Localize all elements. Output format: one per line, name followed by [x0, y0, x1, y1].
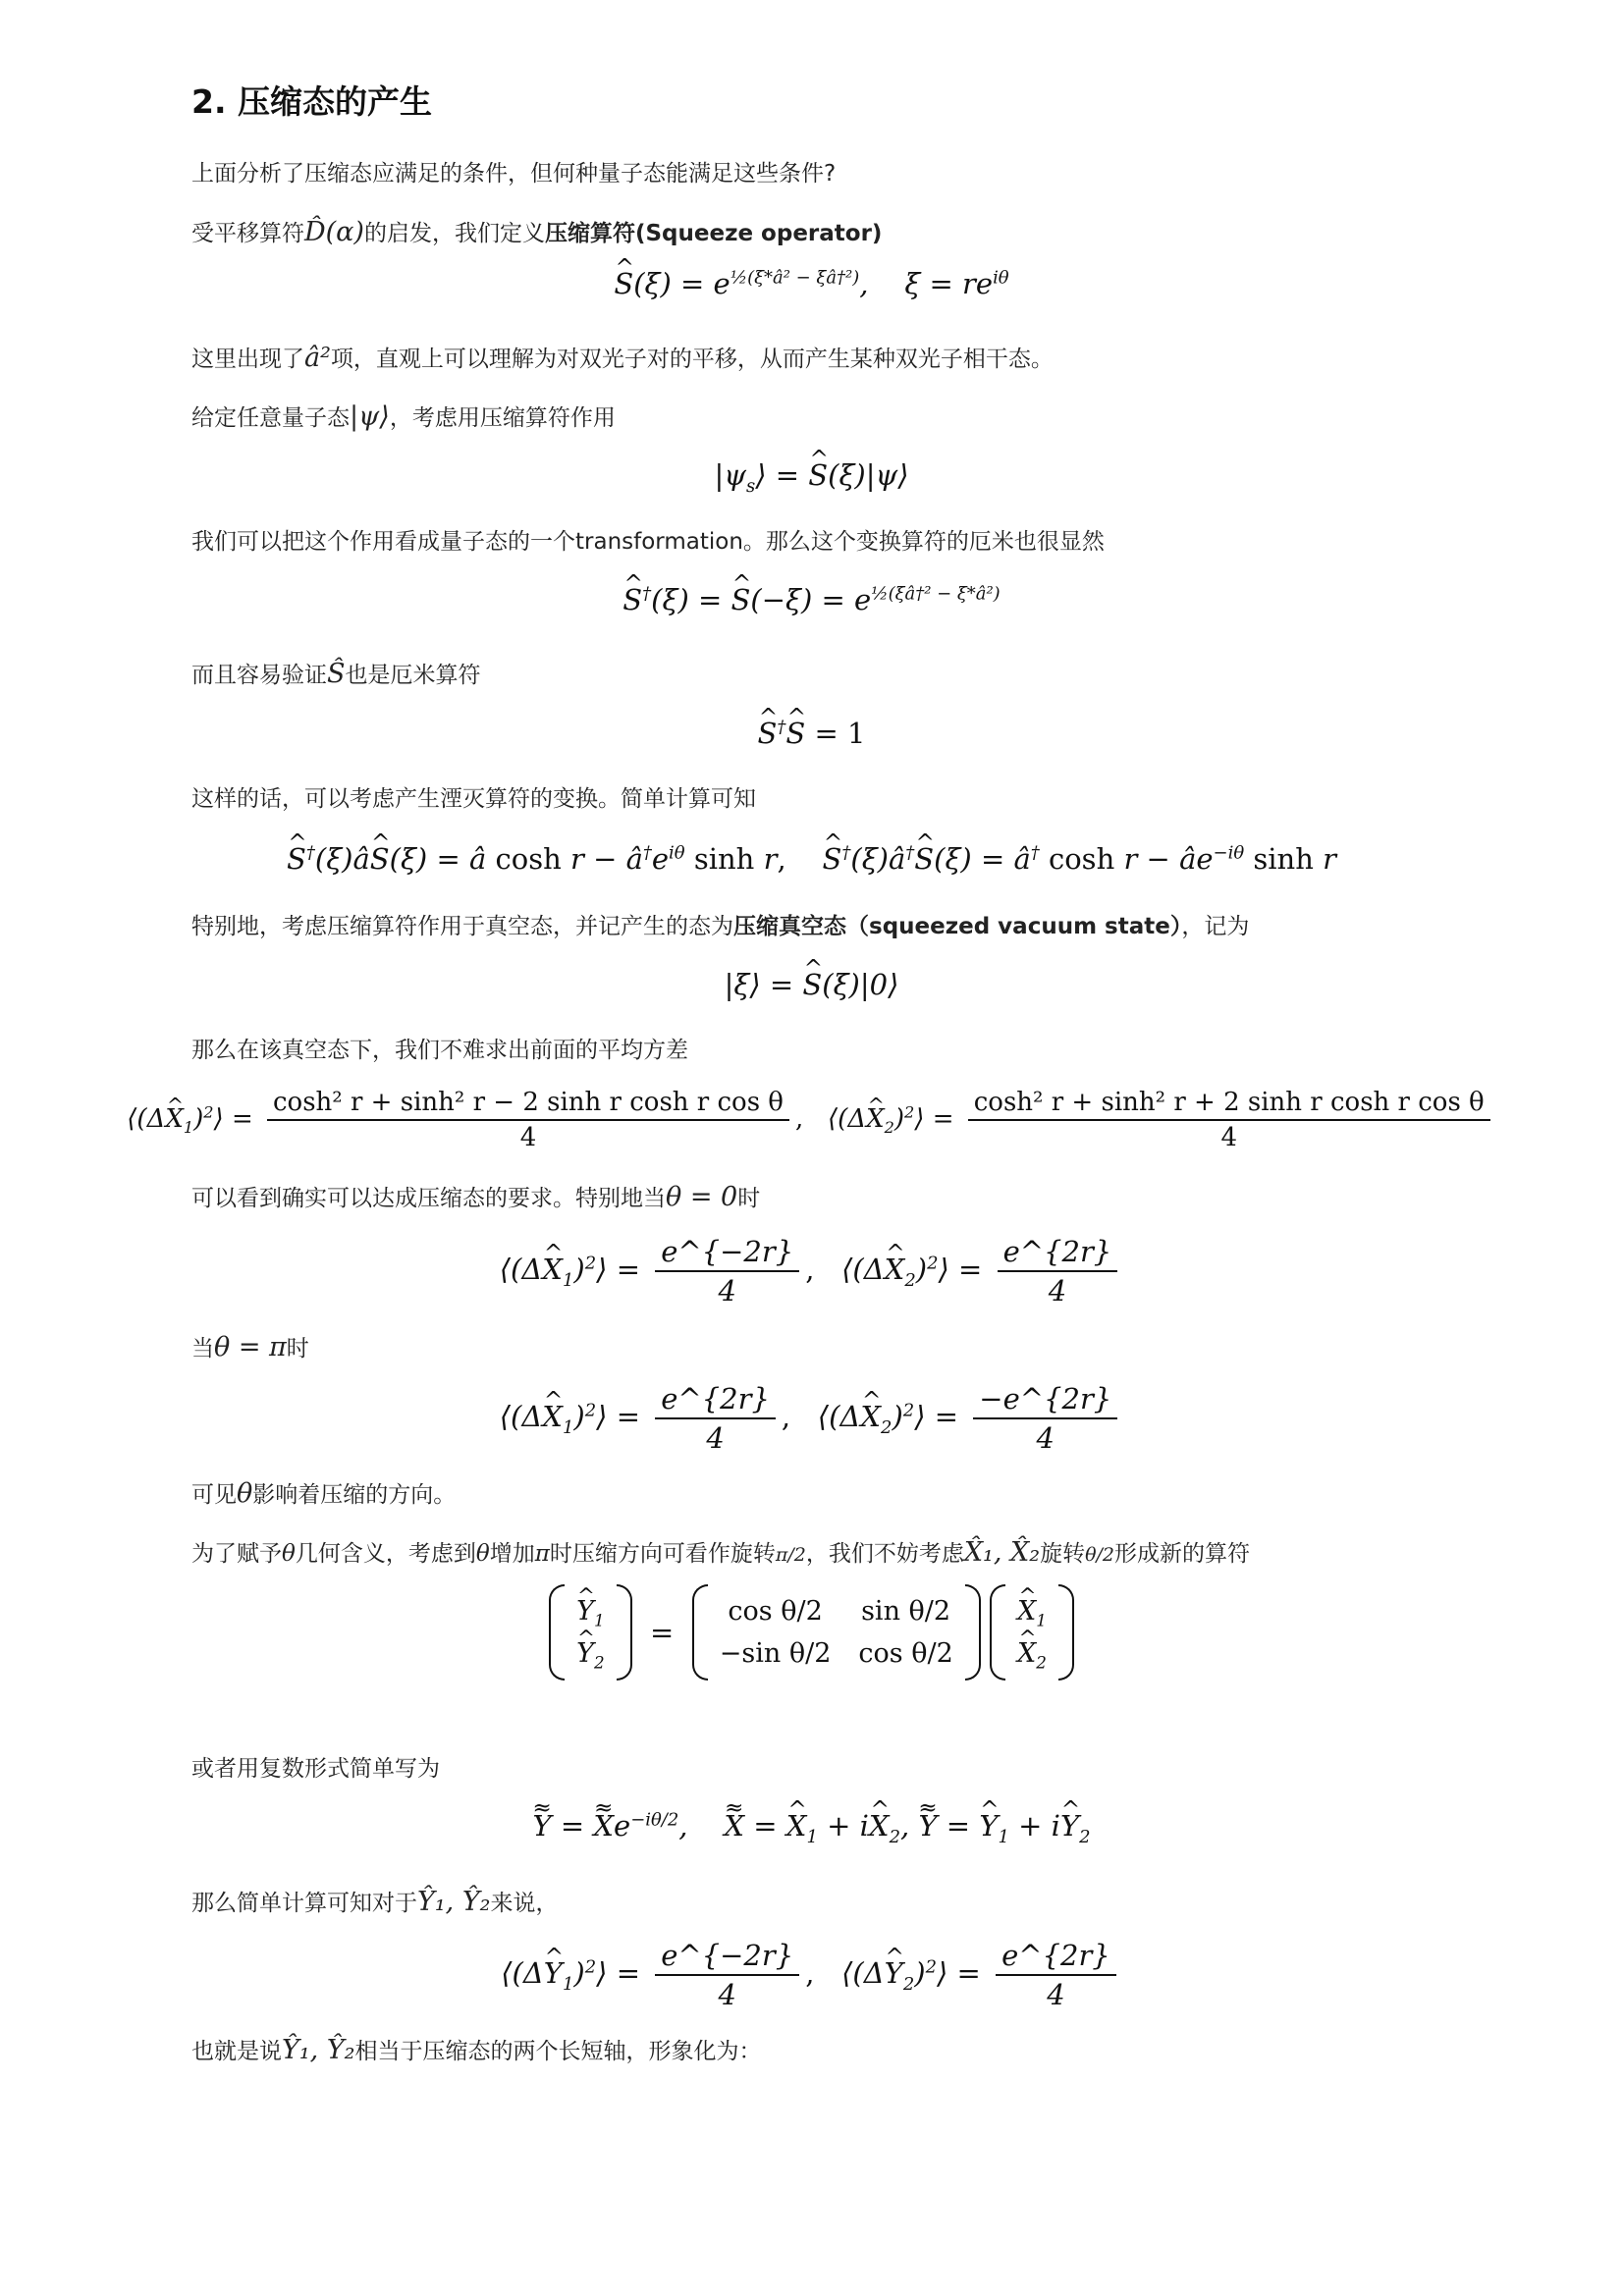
equation-variances-general: ⟨(Δ^ $X_1)^2⟩$ = $\frac{\text{cosh² r + sinh² r − 2 sinh r cosh r cos θ}}{4}$ , ⟨(Δ^ $X_2)^2⟩$ = $\frac{\text{cosh² r + sinh² r + 2 sinh r cosh r cos θ}}{4}$	[0, 1088, 1623, 1152]
inline-math-displacement: D̂(α)	[304, 217, 364, 247]
paragraph-unitary: 而且容易验证Ŝ也是厄米算符	[191, 659, 481, 689]
equation-rotation-matrix: ^ $Y_1$ ^ $Y_2$ = cos θ/2 sin θ/2 −sin θ/2 cos θ/2 ^ $X_1$ ^ $X_2$	[0, 1590, 1623, 1675]
paragraph-theta-direction: 可见θ影响着压缩的方向。	[191, 1478, 457, 1509]
paragraph-rotation: 为了赋予θ几何含义，考虑到θ增加π时压缩方向可看作旋转π/2，我们不妨考虑X̂₁, X̂₂旋转θ/2形成新的算符	[191, 1537, 1251, 1568]
term-squeeze-operator: 压缩算符(Squeeze operator)	[544, 221, 883, 246]
equation-y-variances: ⟨(Δ^ $Y_1)^2⟩$ = $\frac{e\^{}\{-2r\}}{4}$ , ⟨(Δ^ $Y_2)^2⟩$ = $\frac{e\^{}\{2r\}}{4}$	[0, 1939, 1623, 2011]
paragraph-theta-zero: 可以看到确实可以达成压缩态的要求。特别地当θ = 0时	[191, 1182, 761, 1212]
paragraph-complex-form: 或者用复数形式简单写为	[191, 1756, 440, 1782]
paragraph-y-variance: 那么简单计算可知对于Ŷ₁, Ŷ₂来说，	[191, 1887, 559, 1917]
matrix-y: ^ $Y_1$ ^ $Y_2$	[549, 1590, 631, 1675]
paragraph-transformation: 我们可以把这个作用看成量子态的一个transformation。那么这个变换算符的厄米也很显然	[191, 529, 1105, 555]
paragraph-theta-pi: 当θ = π时	[191, 1332, 309, 1362]
paragraph-squeezed-vacuum: 特别地，考虑压缩算符作用于真空态，并记产生的态为压缩真空态（squeezed vacuum state），记为	[191, 914, 1250, 939]
matrix-rotation: cos θ/2 sin θ/2 −sin θ/2 cos θ/2	[692, 1590, 981, 1675]
equation-complex-form: ~ Y ~ = ~ X $\sim e^{-i\theta/2}$, ~ X ~ = ^ $X_1$ + i^ $X_2$, ~ Y ~ = ^ $Y_1$ + i^ $Y_2$	[0, 1809, 1623, 1842]
matrix-x: ^ $X_1$ ^ $X_2$	[990, 1590, 1074, 1675]
equation-transformed-state: $|\psi_s⟩$ = ^ S(ξ)|ψ⟩	[0, 458, 1623, 492]
section-heading: 2. 压缩态的产生	[191, 82, 432, 121]
paragraph-a-squared: 这里出现了â²项，直观上可以理解为对双光子对的平移，从而产生某种双光子相干态。	[191, 343, 1054, 373]
paragraph-variance: 那么在该真空态下，我们不难求出前面的平均方差	[191, 1038, 688, 1063]
equation-variances-theta-pi: ⟨(Δ^ $X_1)^2⟩$ = $\frac{e\^{}\{2r\}}{4}$ , ⟨(Δ^ $X_2)^2⟩$ = $\frac{-e\^{}\{2r\}}{4}$	[0, 1382, 1623, 1455]
paragraph-ladder-transform: 这样的话，可以考虑产生湮灭算符的变换。简单计算可知	[191, 786, 756, 812]
term-squeezed-vacuum: 压缩真空态（squeezed vacuum state）	[733, 914, 1182, 939]
paragraph-squeeze-def: 受平移算符D̂(α)的启发，我们定义压缩算符(Squeeze operator)	[191, 217, 883, 247]
equation-hermitian-conjugate: ^ S†(ξ) = ^ $S(-\xi) = e^{\frac{1}{2}(\xi â\dagger^2 - \xi*â^2)}$	[0, 583, 1623, 616]
paragraph-intro: 上面分析了压缩态应满足的条件，但何种量子态能满足这些条件?	[191, 161, 837, 187]
equation-variances-theta-zero: ⟨(Δ^ $X_1)^2⟩$ = $\frac{e\^{}\{-2r\}}{4}$ , ⟨(Δ^ $X_2)^2⟩$ = $\frac{e\^{}\{2r\}}{4}$	[0, 1235, 1623, 1308]
paragraph-arbitrary-state: 给定任意量子态|ψ⟩，考虑用压缩算符作用	[191, 401, 616, 432]
equation-unitarity: ^ S†^ S = 1	[0, 717, 1623, 750]
equation-ladder-operators: ^ S†(ξ)â^ S(ξ) = â $\cosh r - â^\dagger e^{i\theta}$ sinh r, ^ S†(ξ)â†^ S(ξ) = â† $\cosh r - âe^{-i\theta}$ sinh r	[0, 842, 1623, 876]
equation-squeeze-operator: ^ $S(\xi) = e^{\frac{1}{2}(\xi*â^2 - \xi â\dagger^2)}$, $\xi = re^{i\theta}$	[0, 267, 1623, 300]
equation-squeezed-vacuum: |ξ⟩ = ^ S(ξ)|0⟩	[0, 968, 1623, 1001]
paragraph-axes: 也就是说Ŷ₁, Ŷ₂相当于压缩态的两个长短轴，形象化为：	[191, 2035, 762, 2065]
